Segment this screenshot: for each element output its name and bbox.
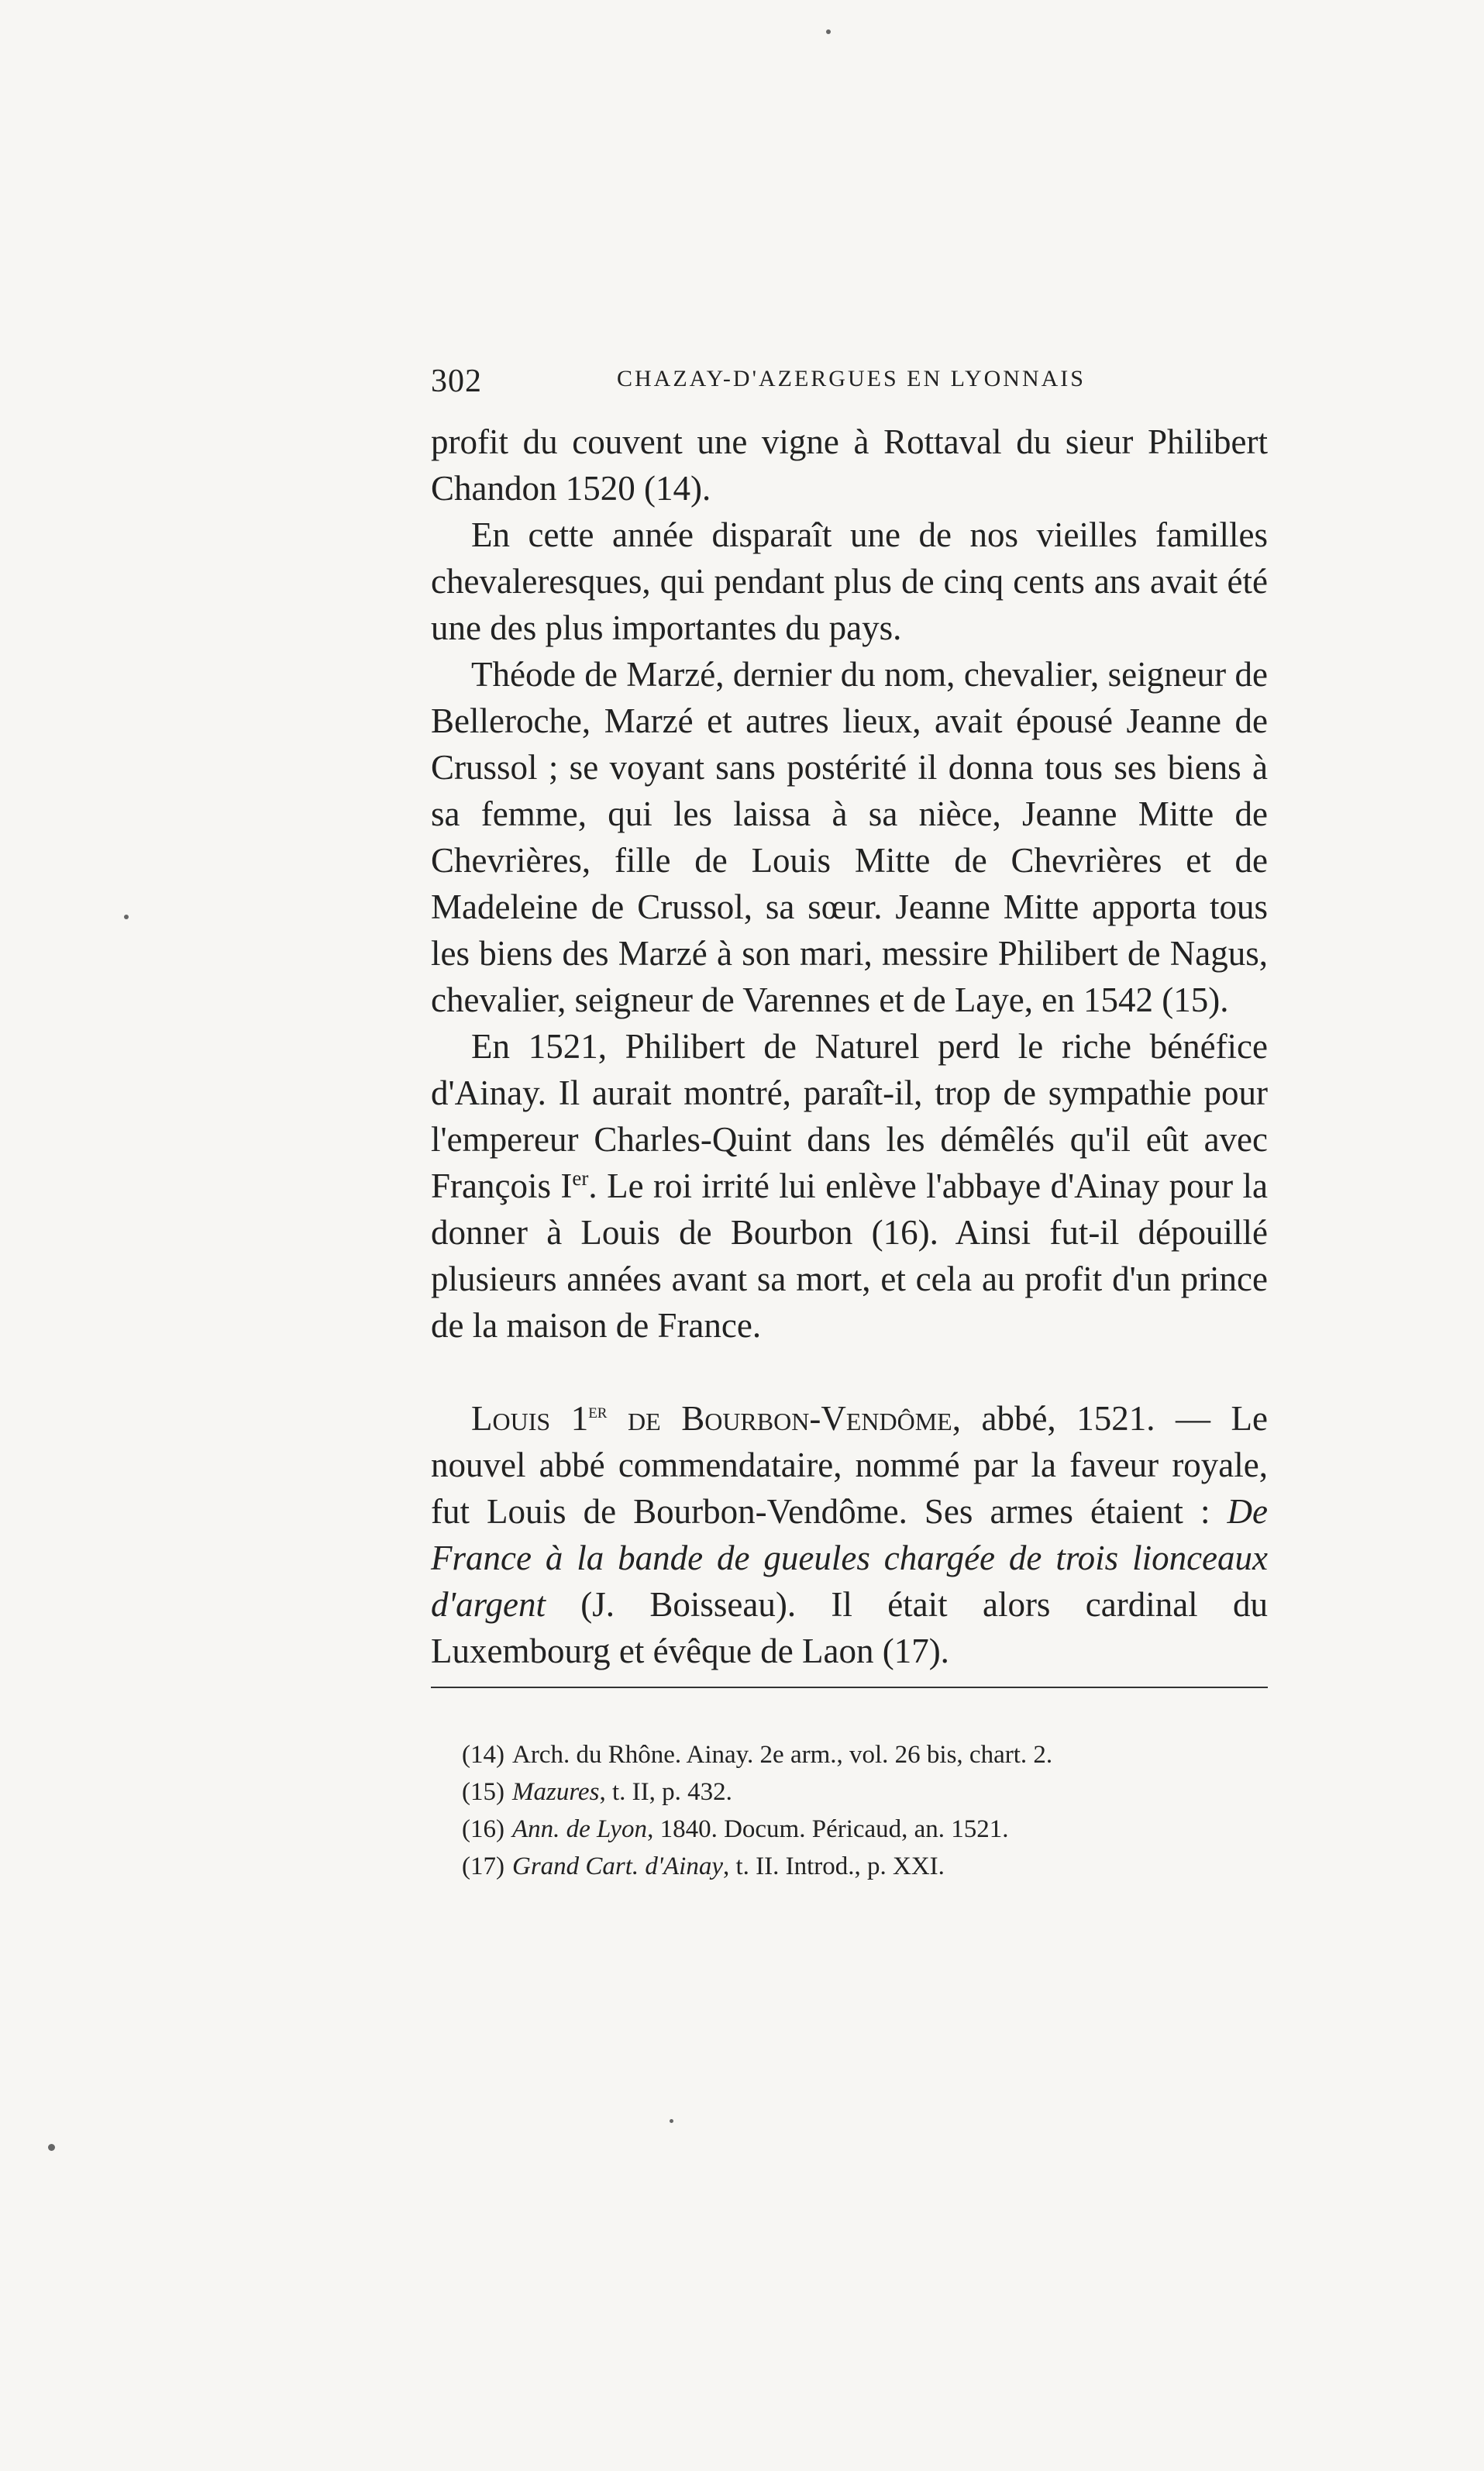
footnote-15: [462, 1773, 1268, 1811]
footnote-17: [462, 1848, 1268, 1885]
footnote-14: [462, 1736, 1268, 1773]
footnote-number: (14): [462, 1741, 504, 1769]
superscript: er: [588, 1398, 608, 1422]
footnote-text: , t. II, p. 432.: [599, 1778, 732, 1806]
footnote-number: (17): [462, 1852, 504, 1880]
ink-speck: [826, 29, 831, 34]
ink-speck: [670, 2119, 673, 2123]
paragraph: profit du couvent une vigne à Rottaval du sieur Philibert Chandon 1520 (14).: [431, 422, 1268, 508]
footnote-text: , t. II. Introd., p. XXI.: [722, 1852, 945, 1880]
footnote-text: Arch. du Rhône. Ainay. 2e arm., vol. 26 bis, chart. 2.: [511, 1741, 1053, 1769]
page-number: 302: [431, 364, 482, 399]
footnote-number: (15): [462, 1778, 504, 1806]
footnotes: [462, 1736, 1268, 1885]
paragraph-text: abbé, 1521. — Le nouvel abbé commendataire, nommé par la faveur royale, fut Louis de Bourbon-Vendôme. Ses armes étaient :: [431, 1399, 1268, 1531]
main-text: [431, 419, 1268, 1674]
footnote-text: , 1840. Docum. Péricaud, an. 1521.: [647, 1815, 1009, 1843]
section-paragraph: [431, 1395, 1268, 1674]
paragraph: [431, 1023, 1268, 1349]
footnote-16: [462, 1811, 1268, 1848]
paragraph: Théode de Marzé, dernier du nom, chevalier, seigneur de Belleroche, Marzé et autres lieux, avait épousé Jeanne de Crussol ; se voyant sans postérité il donna tous ses biens à sa femme, qui les laissa à sa nièce, Jeanne Mitte de Chevrières, fille de Louis Mitte de Chevrières et de Madeleine de Crussol, sa sœur. Jeanne Mitte apporta tous les biens des Marzé à son mari, messire Philibert de Nagus, chevalier, seigneur de Varennes et de Laye, en 1542 (15).: [431, 655, 1268, 1019]
footnote-title: Ann. de Lyon: [511, 1815, 648, 1843]
heading-rest: de Bourbon-Vendôme,: [607, 1399, 961, 1438]
abbot-heading: [471, 1399, 961, 1438]
heading-name: Louis 1: [471, 1399, 589, 1438]
paragraph-text: (J. Boisseau). Il était alors cardinal du Luxembourg et évêque de Laon (17).: [431, 1585, 1268, 1670]
paragraph-text: . Le roi irrité lui enlève l'abbaye d'Ainay pour la donner à Louis de Bourbon (16). Ainsi fut-il dépouillé plusieurs années avant sa mort, et cela au profit d'un prince de la maison de France.: [431, 1167, 1268, 1345]
footnote-title: Grand Cart. d'Ainay: [511, 1852, 723, 1880]
running-head: CHAZAY-D'AZERGUES EN LYONNAIS: [617, 366, 1086, 391]
superscript: er: [572, 1166, 589, 1190]
ink-speck: [124, 915, 129, 919]
paragraph: En cette année disparaît une de nos vieilles familles chevaleresques, qui pendant plus de cinq cents ans avait été une des plus importantes du pays.: [431, 515, 1268, 647]
footnote-rule: [431, 1687, 1268, 1688]
coat-of-arms-text: De France à la bande de gueules chargée de trois lionceaux d'argent: [431, 1492, 1268, 1624]
footnote-title: Mazures: [511, 1778, 600, 1806]
ink-speck: [48, 2144, 55, 2151]
paragraph-text: En 1521, Philibert de Naturel perd le riche bénéfice d'Ainay. Il aurait montré, paraît-il, trop de sympathie pour l'empereur Charles-Quint dans les démêlés qu'il eût avec François I: [431, 1027, 1268, 1205]
footnote-number: (16): [462, 1815, 504, 1843]
